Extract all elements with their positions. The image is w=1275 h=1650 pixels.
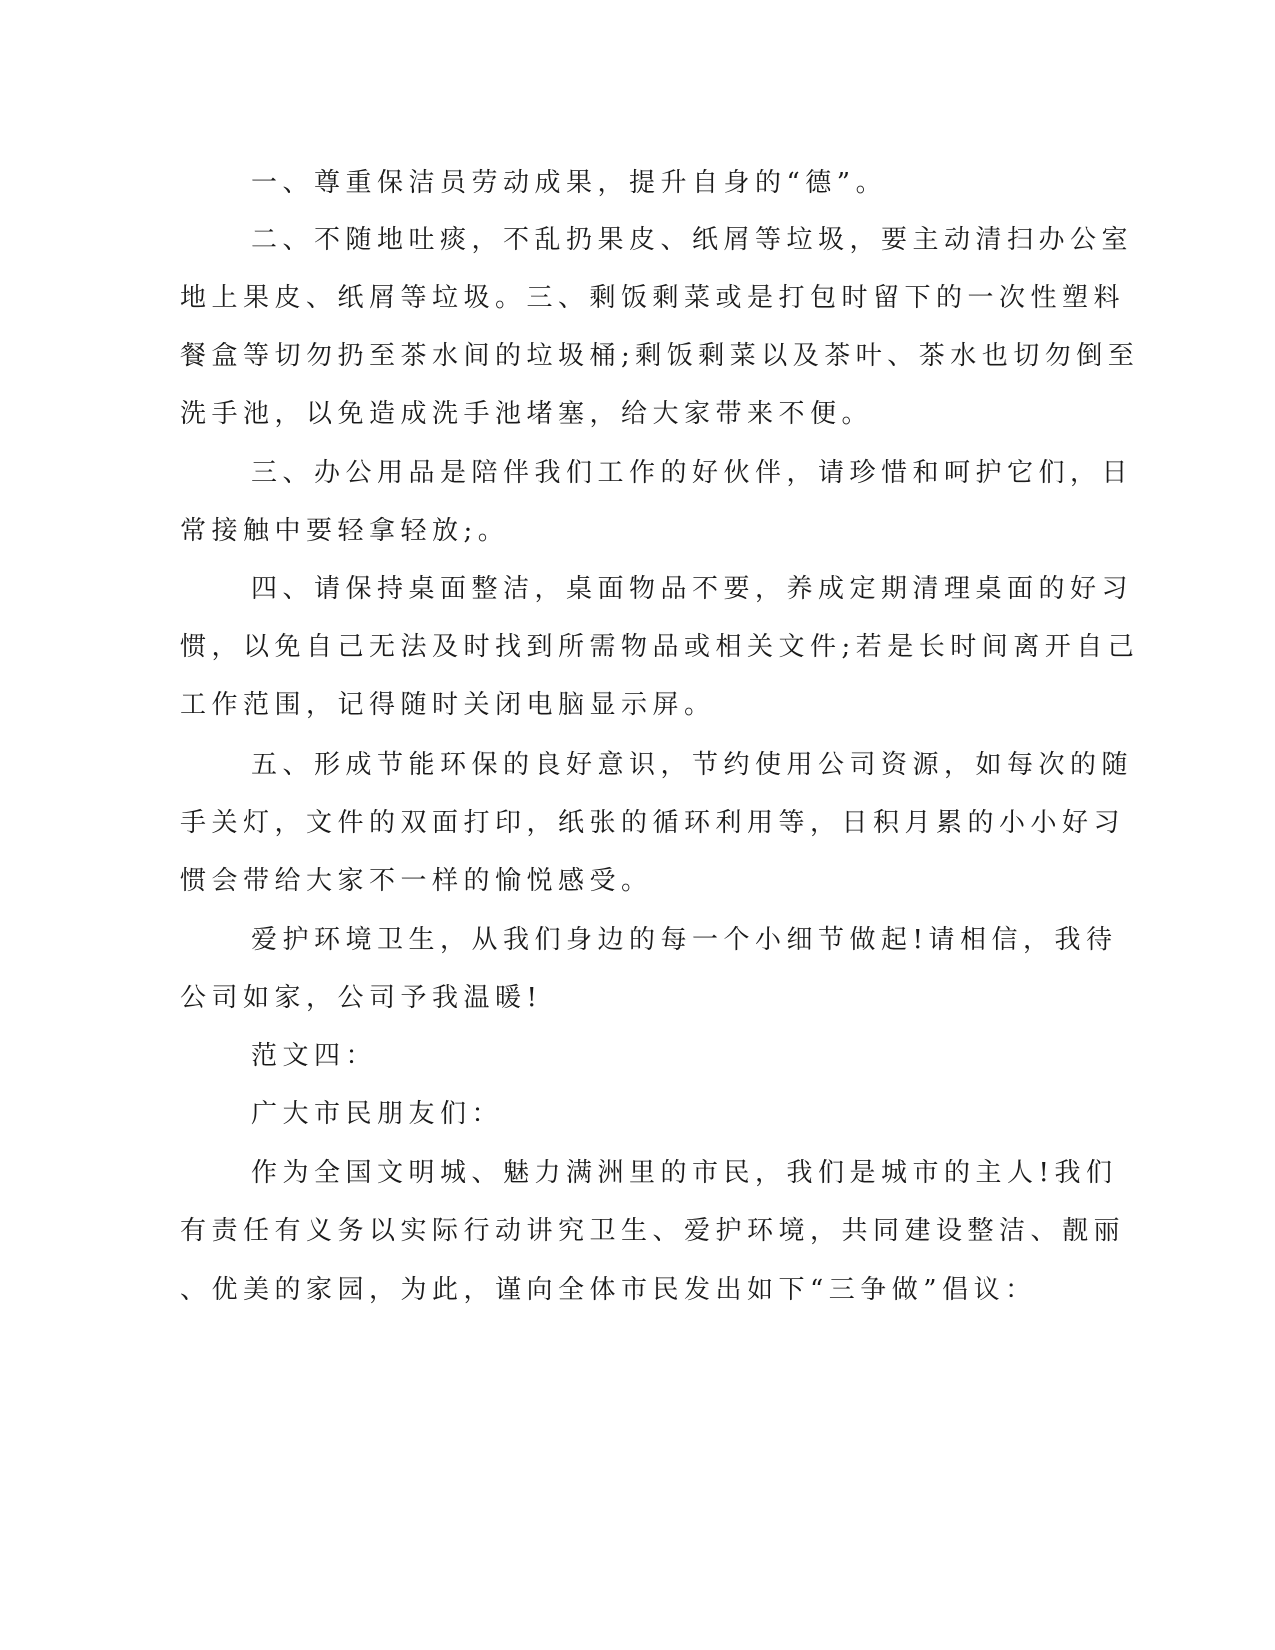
salutation-line: 广大市民朋友们： bbox=[251, 1099, 504, 1129]
paragraph-line: 二、不随地吐痰，不乱扔果皮、纸屑等垃圾，要主动清扫办公室 bbox=[251, 225, 1134, 255]
paragraph-line: 有责任有义务以实际行动讲究卫生、爱护环境，共同建设整洁、靓丽 bbox=[180, 1216, 1126, 1246]
paragraph-line: 餐盒等切勿扔至茶水间的垃圾桶;剩饭剩菜以及茶叶、茶水也切勿倒至 bbox=[180, 341, 1140, 371]
paragraph-line: 惯会带给大家不一样的愉悦感受。 bbox=[180, 866, 653, 896]
paragraph-line: 常接触中要轻拿轻放;。 bbox=[180, 516, 510, 546]
paragraph-line: 、优美的家园，为此，谨向全体市民发出如下“三争做”倡议： bbox=[180, 1275, 1037, 1305]
paragraph-line: 地上果皮、纸屑等垃圾。三、剩饭剩菜或是打包时留下的一次性塑料 bbox=[180, 283, 1126, 313]
paragraph-line: 公司如家，公司予我温暖! bbox=[180, 983, 543, 1013]
section-heading: 范文四： bbox=[251, 1041, 378, 1071]
paragraph-line: 三、办公用品是陪伴我们工作的好伙伴，请珍惜和呵护它们，日 bbox=[251, 458, 1134, 488]
paragraph-line: 惯，以免自己无法及时找到所需物品或相关文件;若是长时间离开自己 bbox=[180, 632, 1140, 662]
paragraph-line: 五、形成节能环保的良好意识，节约使用公司资源，如每次的随 bbox=[251, 750, 1134, 780]
paragraph-line: 一、尊重保洁员劳动成果，提升自身的“德”。 bbox=[251, 168, 888, 198]
paragraph-line: 四、请保持桌面整洁，桌面物品不要，养成定期清理桌面的好习 bbox=[251, 574, 1134, 604]
paragraph-line: 工作范围，记得随时关闭电脑显示屏。 bbox=[180, 690, 716, 720]
paragraph-line: 爱护环境卫生，从我们身边的每一个小细节做起!请相信，我待 bbox=[251, 925, 1118, 955]
paragraph-line: 手关灯，文件的双面打印，纸张的循环利用等，日积月累的小小好习 bbox=[180, 808, 1126, 838]
paragraph-line: 洗手池，以免造成洗手池堵塞，给大家带来不便。 bbox=[180, 399, 874, 429]
paragraph-line: 作为全国文明城、魅力满洲里的市民，我们是城市的主人!我们 bbox=[251, 1158, 1118, 1188]
